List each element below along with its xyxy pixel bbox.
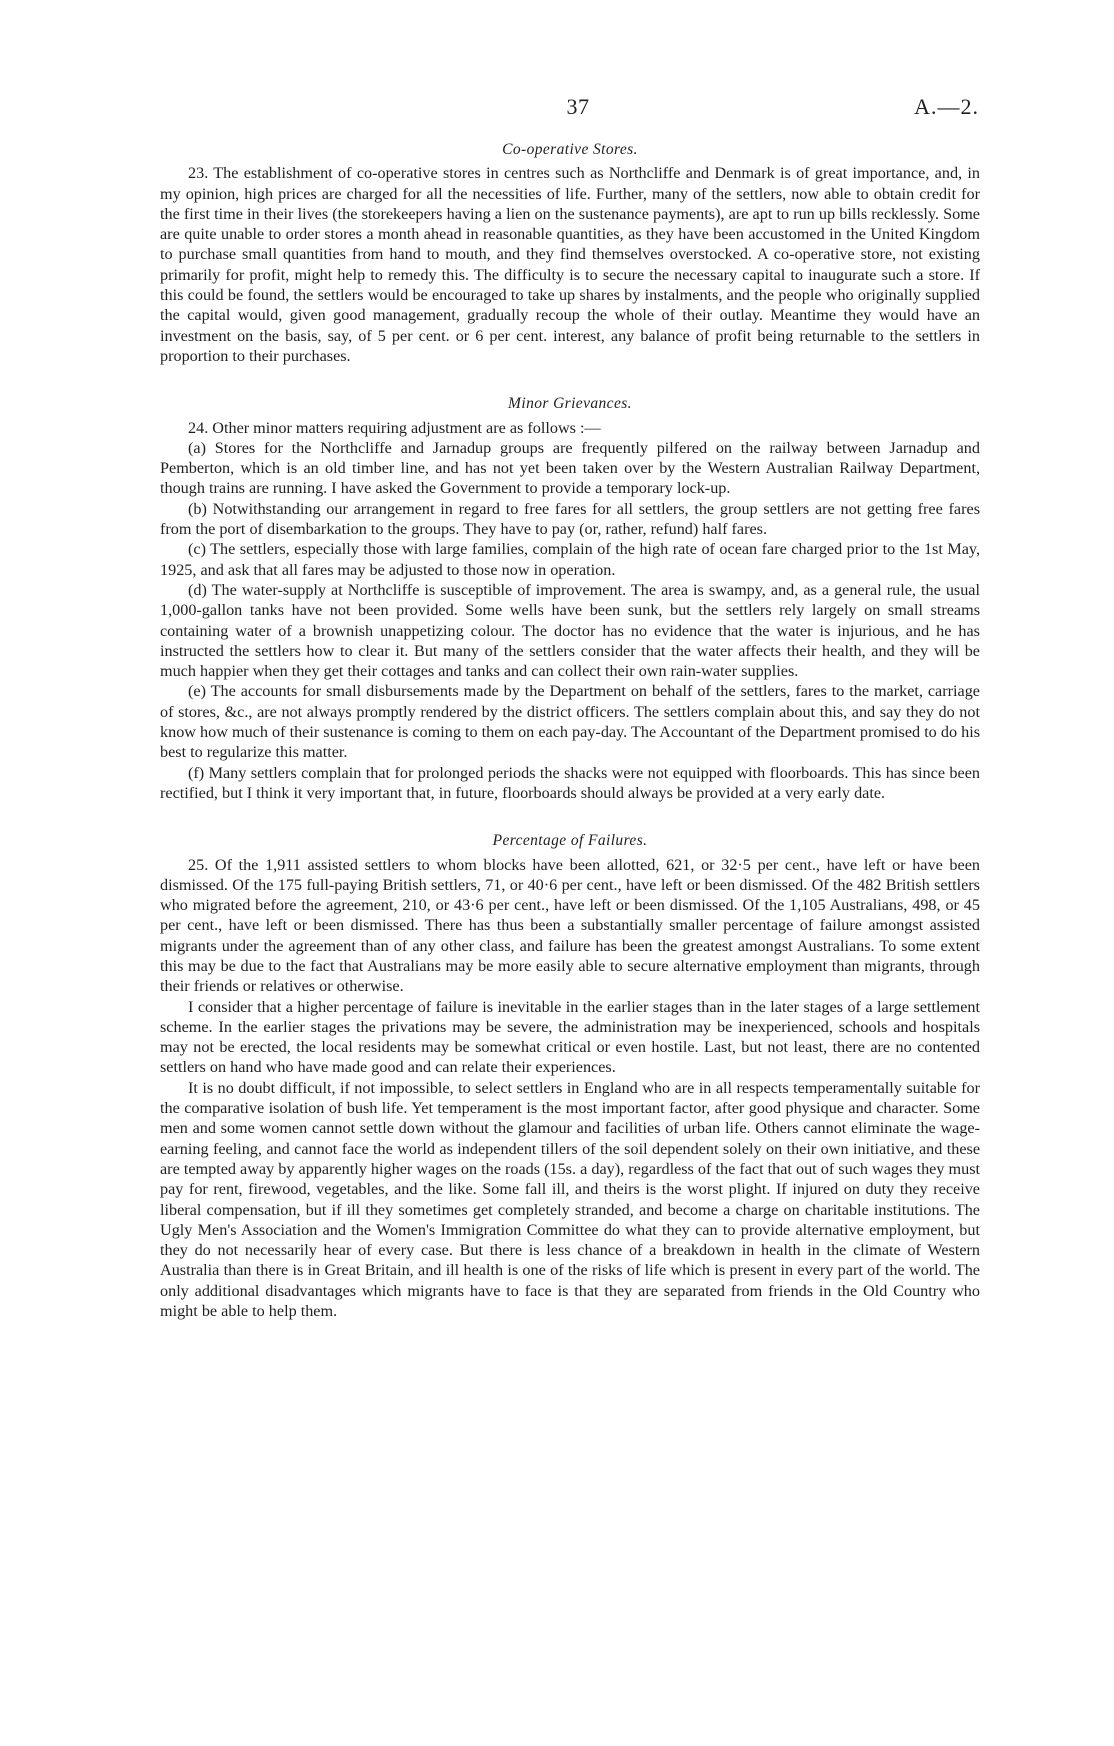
paragraph: I consider that a higher percentage of failure is inevitable in the earlier stages than in the later stages of a large settlement scheme. In the earlier stages the privations may be severe, the administration may be inexperienced, schools and hospitals may not be erected, the local residents may be somewhat critical or even hostile. Last, but not least, there are no contented settlers on hand who have made good and can relate their experiences. [160, 997, 980, 1077]
paragraph-item-e: (e) The accounts for small disbursements made by the Department on behalf of the settlers, fares to the market, carriage of stores, &c., are not always promptly rendered by the district officers. The settlers complain about this, and say they do not know how much of their sustenance is coming to them on each pay-day. The Accountant of the Department promised to do his best to regularize this matter. [160, 682, 980, 762]
paragraph: It is no doubt difficult, if not impossible, to select settlers in England who are in all respects temperamentally suitable for the comparative isolation of bush life. Yet temperament is the most important factor, after good physique and character. Some men and some women cannot settle down without the glamour and facilities of urban life. Others cannot eliminate the wage-earning feeling, and cannot face the world as independent tillers of the soil dependent solely on their own initiative, and these are tempted away by apparently higher wages on the roads (15s. a day), regardless of the fact that out of such wages they must pay for rent, firewood, vegetables, and the like. Some fall ill, and theirs is the worst plight. If injured on duty they receive liberal compensation, but if ill they sometimes get completely stranded, and become a charge on charitable institutions. The Ugly Men's Association and the Women's Immigration Committee do what they can to provide alternative employment, but they do not necessarily hear of every case. But there is less chance of a breakdown in health in the climate of Western Australia than there is in Great Britain, and ill health is one of the risks of life which is present in every part of the world. The only additional disadvantages which migrants have to face is that they are separated from friends in the Old Country who might be able to help them. [160, 1078, 980, 1321]
paragraph: 23. The establishment of co-operative stores in centres such as Northcliffe and Denmark is of great importance, and, in my opinion, high prices are charged for all the necessities of life. Further, many of the settlers, now able to obtain credit for the first time in their lives (the storekeepers having a lien on the sustenance payments), are apt to run up bills recklessly. Some are quite unable to order stores a month ahead in reasonable quantities, as they have been accustomed in the United Kingdom to purchase small quantities from hand to mouth, and they find themselves overstocked. A co-operative store, not existing primarily for profit, might help to remedy this. The difficulty is to secure the necessary capital to inaugurate such a store. If this could be found, the settlers would be encouraged to take up shares by instalments, and the people who originally supplied the capital would, given good management, gradually recoup the whole of their outlay. Meantime they would have an investment on the basis, say, of 5 per cent. or 6 per cent. interest, any balance of profit being returnable to the settlers in proportion to their purchases. [160, 164, 980, 365]
paragraph-item-c: (c) The settlers, especially those with large families, complain of the high rate of ocean fare charged prior to the 1st May, 1925, and ask that all fares may be adjusted to those now in operation. [160, 540, 980, 579]
page-header [160, 94, 979, 124]
section-heading: Co-operative Stores. [502, 141, 638, 158]
section-heading: Percentage of Failures. [492, 832, 648, 850]
section-heading: Minor Grievances. [508, 395, 632, 413]
paragraph-item-a: (a) Stores for the Northcliffe and Jarnadup groups are frequently pilfered on the railway between Jarnadup and Pemberton, which is an old timber line, and has not yet been taken over by the Western Australian Railway Department, though trains are running. I have asked the Government to provide a temporary lock-up. [160, 438, 980, 498]
paragraph: 25. Of the 1,911 assisted settlers to whom blocks have been allotted, 621, or 32·5 per cent., have left or have been dismissed. Of the 175 full-paying British settlers, 71, or 40·6 per cent., have left or been dismissed. Of the 482 British settlers who migrated before the agreement, 210, or 43·6 per cent., have left or been dismissed. Of the 1,105 Australians, 498, or 45 per cent., have left or been dismissed. There has thus been a substantially smaller percentage of failure amongst assisted migrants under the agreement than of any other class, and failure has been the greatest amongst Australians. To some extent this may be due to the fact that Australians may be more easily able to secure alternative employment than migrants, through their friends or relatives or otherwise. [160, 855, 980, 996]
document-reference: A.—2. [914, 94, 979, 119]
section-percentage-of-failures [160, 831, 980, 1321]
paragraph: 24. Other minor matters requiring adjustment are as follows :— [188, 418, 601, 437]
paragraph-item-f: (f) Many settlers complain that for prolonged periods the shacks were not equipped with floorboards. This has since been rectified, but I think it very important that, in future, floorboards should always be provided at a very early date. [160, 763, 980, 802]
section-cooperative-stores [160, 140, 980, 366]
page-number: 37 [566, 94, 590, 119]
section-minor-grievances [160, 394, 980, 803]
document-body [160, 140, 980, 1349]
paragraph-item-d: (d) The water-supply at Northcliffe is susceptible of improvement. The area is swampy, and, as a general rule, the usual 1,000-gallon tanks have not been provided. Some wells have been sunk, but the settlers rely largely on small streams containing water of a brownish unappetizing colour. The doctor has no evidence that the water is injurious, and he has instructed the settlers how to clear it. But many of the settlers consider that the water affects their health, and they will be much happier when they get their cottages and tanks and can collect their own rain-water supplies. [160, 580, 980, 681]
paragraph-item-b: (b) Notwithstanding our arrangement in regard to free fares for all settlers, the group settlers are not getting free fares from the port of disembarkation to the groups. They have to pay (or, rather, refund) half fares. [160, 499, 980, 539]
